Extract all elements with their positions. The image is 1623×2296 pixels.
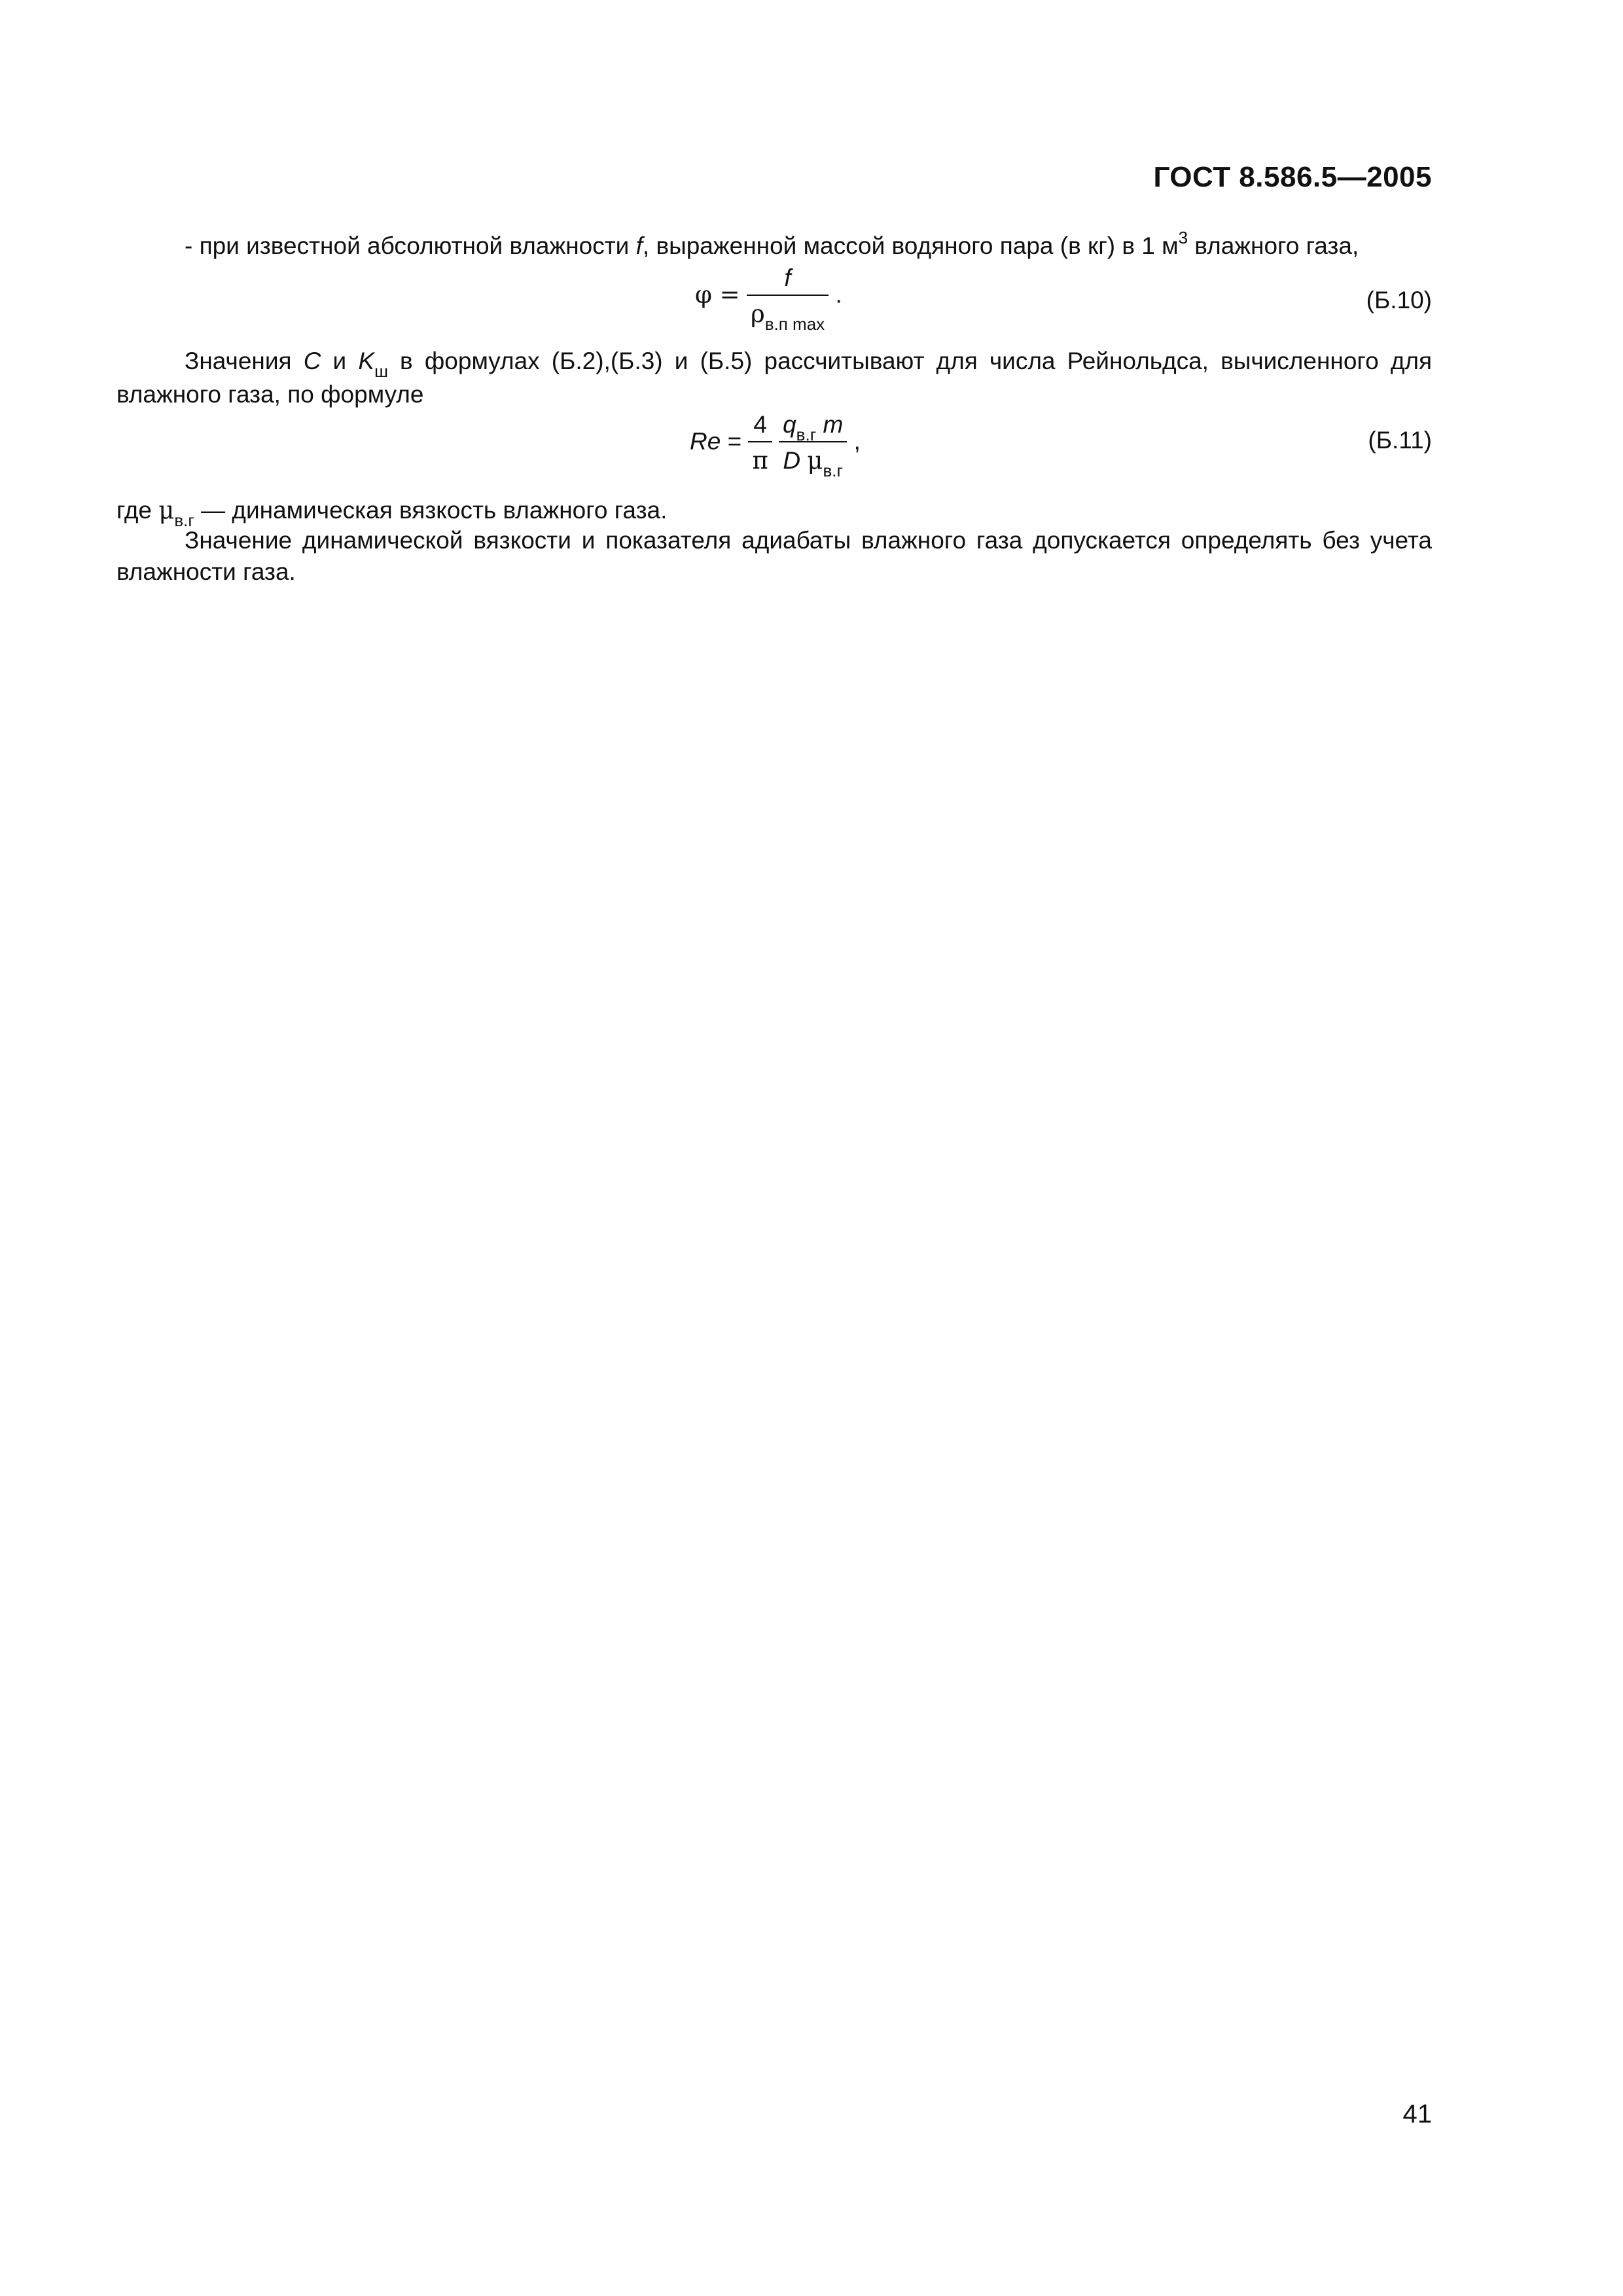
text: - при известной абсолютной влажности (185, 232, 636, 259)
formula-b10 (695, 264, 842, 334)
subscript: в.г (174, 511, 194, 530)
text: Значения (185, 348, 304, 374)
variable-c: C (303, 348, 321, 374)
fraction-flow (779, 411, 847, 480)
equation-number-b11: (Б.11) (1368, 427, 1432, 454)
fraction-4-pi (748, 411, 772, 475)
paragraph-reynolds (116, 346, 1432, 410)
paragraph-viscosity: Значение динамической вязкости и показателя адиабаты влажного газа допускается определять без учета влажности газа. (116, 527, 1432, 585)
numerator: f (747, 264, 829, 296)
variable-q: q (783, 411, 796, 438)
text: где (116, 497, 159, 524)
text: — динамическая вязкость влажного газа. (194, 497, 668, 524)
variable-f: f (635, 232, 643, 259)
formula-period: . (835, 281, 842, 308)
variable-d: D (783, 447, 801, 474)
numerator: 4 (748, 411, 772, 442)
text: и (321, 348, 359, 374)
fraction (747, 264, 829, 334)
text: влажного газа, (1188, 232, 1359, 259)
formula-b11 (690, 411, 861, 480)
subscript: в.п max (764, 314, 825, 334)
subscript: в.г (823, 461, 843, 480)
document-header: ГОСТ 8.586.5—2005 (1153, 161, 1432, 193)
equals-sign: = (727, 427, 742, 455)
equation-number-b10: (Б.10) (1366, 287, 1432, 314)
text: в формулах (Б.2),(Б.3) и (Б.5) рассчитывают для числа Рейнольдса, вычисленного для влажного газа, по формуле (116, 348, 1433, 408)
variable-k: K (358, 348, 375, 374)
paragraph-where (116, 495, 1432, 528)
variable-m: m (823, 411, 844, 438)
denominator: π (752, 446, 768, 475)
superscript: 3 (1178, 228, 1188, 247)
paragraph-absolute-humidity (185, 230, 1435, 264)
denominator (747, 296, 829, 334)
formula-lhs: Re (690, 427, 721, 455)
text: , выраженной массой водяного пара (в кг) в 1 м (642, 232, 1179, 259)
mu-symbol: μ (158, 496, 175, 524)
denominator (779, 442, 847, 480)
subscript: в.г (796, 425, 817, 444)
rho-symbol: ρ (750, 300, 765, 328)
subscript: ш (374, 361, 388, 381)
page-number: 41 (1402, 2100, 1432, 2128)
formula-lhs: φ = (695, 280, 740, 309)
mu-symbol: μ (807, 446, 823, 475)
formula-comma: , (853, 427, 861, 455)
numerator (779, 411, 847, 442)
